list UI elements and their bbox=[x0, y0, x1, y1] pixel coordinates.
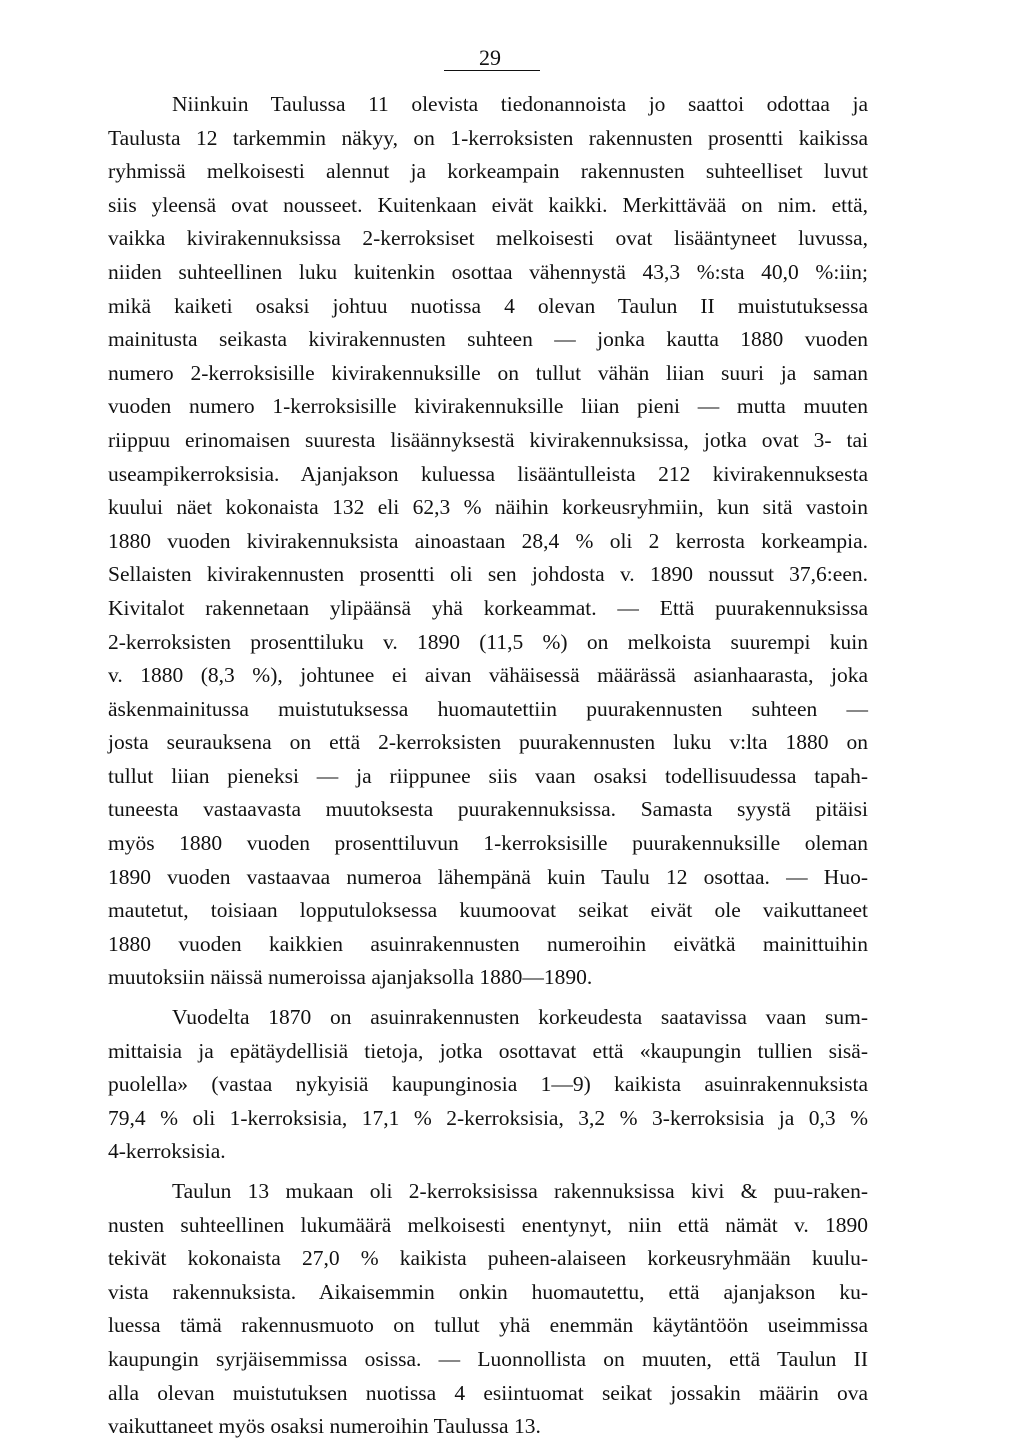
page-number: 29 bbox=[479, 45, 501, 70]
text-line: puolella» (vastaa nykyisiä kaupunginosia 1—9) kaikista asuinrakennuksista bbox=[108, 1072, 868, 1097]
paragraph-text bbox=[108, 1001, 868, 1169]
text-line: vaikuttaneet myös osaksi numeroihin Taulussa 13. bbox=[108, 1414, 541, 1439]
text-line: muutoksiin näissä numeroissa ajanjaksolla 1880—1890. bbox=[108, 965, 593, 990]
text-line: 4-kerroksisia. bbox=[108, 1139, 226, 1164]
text-line: vuoden numero 1-kerroksisille kivirakennuksille liian pieni — mutta muuten bbox=[108, 394, 868, 419]
text-line: 79,4 % oli 1-kerroksisia, 17,1 % 2-kerroksisia, 3,2 % 3-kerroksisia ja 0,3 % bbox=[108, 1105, 868, 1130]
text-line: Taulusta 12 tarkemmin näkyy, on 1-kerroksisten rakennusten prosentti kaikissa bbox=[108, 125, 868, 150]
text-line: Vuodelta 1870 on asuinrakennusten korkeudesta saatavissa vaan sum- bbox=[172, 1005, 868, 1030]
text-line: ryhmissä melkoisesti alennut ja korkeampain rakennusten suhteelliset luvut bbox=[108, 159, 868, 184]
page-number-rule bbox=[444, 70, 540, 71]
text-line: myös 1880 vuoden prosenttiluvun 1-kerroksisille puurakennuksille oleman bbox=[108, 831, 868, 856]
text-line: riippuu erinomaisen suuresta lisäännyksestä kivirakennuksissa, jotka ovat 3- tai bbox=[108, 427, 868, 452]
text-line: Taulun 13 mukaan oli 2-kerroksisissa rakennuksissa kivi & puu-raken- bbox=[172, 1179, 868, 1203]
text-line: kaupungin syrjäisemmissa osissa. — Luonnollista on muuten, että Taulun II bbox=[108, 1346, 868, 1371]
text-line: niiden suhteellinen luku kuitenkin osottaa vähennystä 43,3 %:sta 40,0 %:iin; bbox=[108, 259, 868, 284]
text-line: numero 2-kerroksisille kivirakennuksille on tullut vähän liian suuri ja saman bbox=[108, 360, 868, 385]
paragraph-1 bbox=[108, 88, 868, 995]
text-line: 1880 vuoden kivirakennuksista ainoastaan 28,4 % oli 2 kerrosta korkeampia. bbox=[108, 528, 868, 553]
text-line: tuneesta vastaavasta muutoksesta puurakennuksissa. Samasta syystä pitäisi bbox=[108, 797, 868, 822]
text-line: josta seurauksena on että 2-kerroksisten puurakennusten luku v:lta 1880 on bbox=[108, 730, 868, 755]
text-line: mittaisia ja epätäydellisiä tietoja, jotka osottavat että «kaupungin tullien sisä- bbox=[108, 1038, 868, 1063]
text-line: mainitusta seikasta kivirakennusten suhteen — jonka kautta 1880 vuoden bbox=[108, 327, 868, 352]
text-line: tullut liian pieneksi — ja riippunee siis vaan osaksi todellisuudessa tapah- bbox=[108, 763, 868, 788]
text-line: 1890 vuoden vastaavaa numeroa lähempänä kuin Taulu 12 osottaa. — Huo- bbox=[108, 864, 868, 889]
text-line: Niinkuin Taulussa 11 olevista tiedonannoista jo saattoi odottaa ja bbox=[172, 92, 868, 116]
text-line: Kivitalot rakennetaan ylipäänsä yhä korkeammat. — Että puurakennuksissa bbox=[108, 595, 868, 620]
text-line: kuului näet kokonaista 132 eli 62,3 % näihin korkeusryhmiin, kun sitä vastoin bbox=[108, 495, 868, 520]
text-line: Sellaisten kivirakennusten prosentti oli sen johdosta v. 1890 noussut 37,6:een. bbox=[108, 562, 868, 587]
text-line: alla olevan muistutuksen nuotissa 4 esiintuomat seikat jossakin määrin ova bbox=[108, 1380, 868, 1405]
text-line: 1880 vuoden kaikkien asuinrakennusten numeroihin eivätkä mainittuihin bbox=[108, 931, 868, 956]
text-line: nusten suhteellinen lukumäärä melkoisesti enentynyt, niin että nämät v. 1890 bbox=[108, 1212, 868, 1237]
paragraph-text bbox=[108, 88, 868, 995]
text-line: vista rakennuksista. Aikaisemmin onkin huomautettu, että ajanjakson ku- bbox=[108, 1279, 868, 1304]
paragraph-3 bbox=[108, 1175, 868, 1444]
text-line: mikä kaiketi osaksi johtuu nuotissa 4 olevan Taulun II muistutuksessa bbox=[108, 293, 868, 318]
text-line: siis yleensä ovat nousseet. Kuitenkaan eivät kaikki. Merkittävää on nim. että, bbox=[108, 192, 868, 217]
text-line: v. 1880 (8,3 %), johtunee ei aivan vähäisessä määrässä asianhaarasta, joka bbox=[108, 663, 868, 688]
text-line: 2-kerroksisten prosenttiluku v. 1890 (11,5 %) on melkoista suurempi kuin bbox=[108, 629, 868, 654]
page-body bbox=[108, 88, 868, 1444]
text-line: luessa tämä rakennusmuoto on tullut yhä enemmän käytäntöön useimmissa bbox=[108, 1313, 868, 1338]
text-line: äskenmainitussa muistutuksessa huomautettiin puurakennusten suhteen — bbox=[108, 696, 868, 721]
text-line: mautetut, toisiaan lopputuloksessa kuumoovat seikat eivät ole vaikuttaneet bbox=[108, 898, 868, 923]
paragraph-text bbox=[108, 1175, 868, 1444]
text-line: vaikka kivirakennuksissa 2-kerroksiset melkoisesti ovat lisääntyneet luvussa, bbox=[108, 226, 868, 251]
paragraph-2 bbox=[108, 1001, 868, 1169]
text-line: useampikerroksisia. Ajanjakson kuluessa lisääntulleista 212 kivirakennuksesta bbox=[108, 461, 868, 486]
text-line: tekivät kokonaista 27,0 % kaikista puheen-alaiseen korkeusryhmään kuulu- bbox=[108, 1246, 868, 1271]
